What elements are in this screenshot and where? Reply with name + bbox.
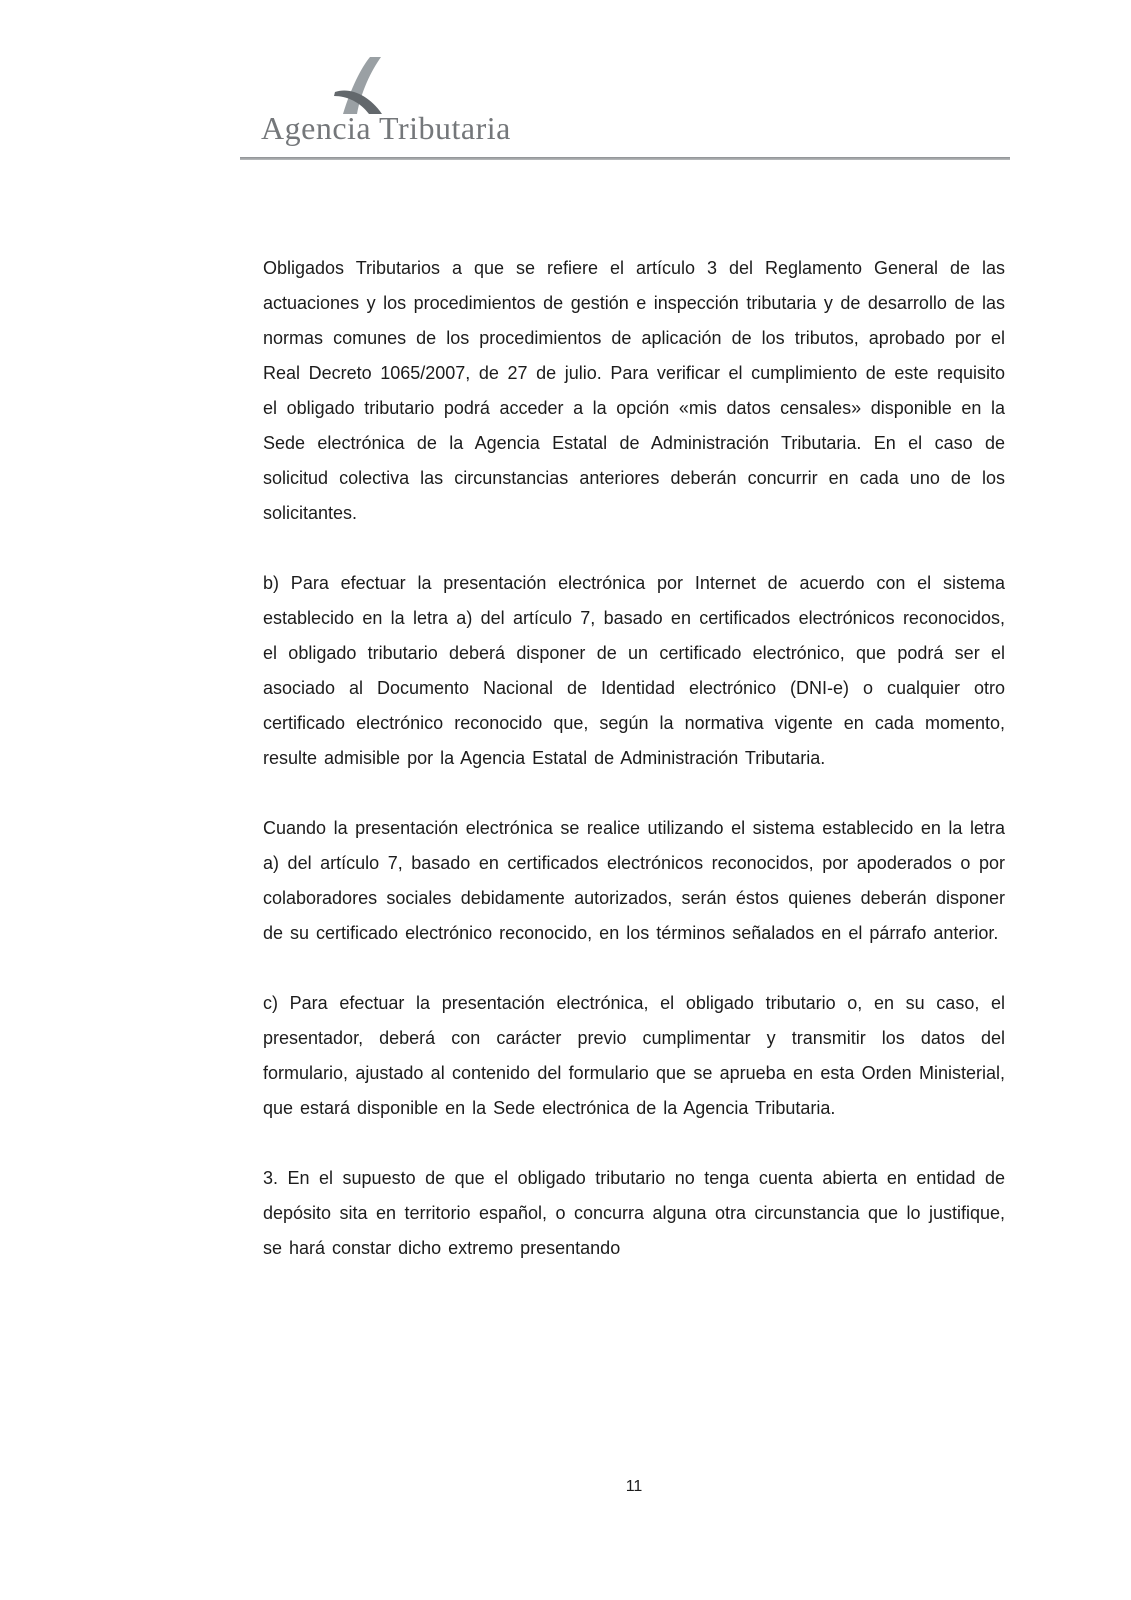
paragraph: Obligados Tributarios a que se refiere el artículo 3 del Reglamento General de las actuaciones y los procedimientos de gestión e inspección tributaria y de desarrollo de las normas comunes de los procedimientos de aplicación de los tributos, aprobado por el Real Decreto 1065/2007, de 27 de julio. Para verificar el cumplimiento de este requisito el obligado tributario podrá acceder a la opción «mis datos censales» disponible en la Sede electrónica de la Agencia Estatal de Administración Tributaria. En el caso de solicitud colectiva las circunstancias anteriores deberán concurrir en cada uno de los solicitantes. xyxy=(263,258,1005,523)
paragraph: c) Para efectuar la presentación electrónica, el obligado tributario o, en su caso, el presentador, deberá con carácter previo cumplimentar y transmitir los datos del formulario, ajustado al contenido del formulario que se aprueba en esta Orden Ministerial, que estará disponible en la Sede electrónica de la Agencia Tributaria. xyxy=(263,993,1005,1118)
logo-wordmark: Agencia Tributaria xyxy=(261,110,511,146)
paragraph: 3. En el supuesto de que el obligado tributario no tenga cuenta abierta en entidad de depósito sita en territorio español, o concurra alguna otra circunstancia que lo justifique, se hará constar dicho extremo presentando xyxy=(263,1168,1005,1258)
header-divider xyxy=(240,157,1010,160)
agencia-tributaria-logo-icon xyxy=(330,56,394,116)
page-number: 11 xyxy=(625,1478,643,1495)
paragraph: b) Para efectuar la presentación electrónica por Internet de acuerdo con el sistema establecido en la letra a) del artículo 7, basado en certificados electrónicos reconocidos, el obligado tributario deberá disponer de un certificado electrónico, que podrá ser el asociado al Documento Nacional de Identidad electrónico (DNI-e) o cualquier otro certificado electrónico reconocido que, según la normativa vigente en cada momento, resulte admisible por la Agencia Estatal de Administración Tributaria. xyxy=(263,573,1005,768)
document-body xyxy=(263,251,1005,1301)
paragraph: Cuando la presentación electrónica se realice utilizando el sistema establecido en la letra a) del artículo 7, basado en certificados electrónicos reconocidos, por apoderados o por colaboradores sociales debidamente autorizados, serán éstos quienes deberán disponer de su certificado electrónico reconocido, en los términos señalados en el párrafo anterior. xyxy=(263,818,1005,943)
